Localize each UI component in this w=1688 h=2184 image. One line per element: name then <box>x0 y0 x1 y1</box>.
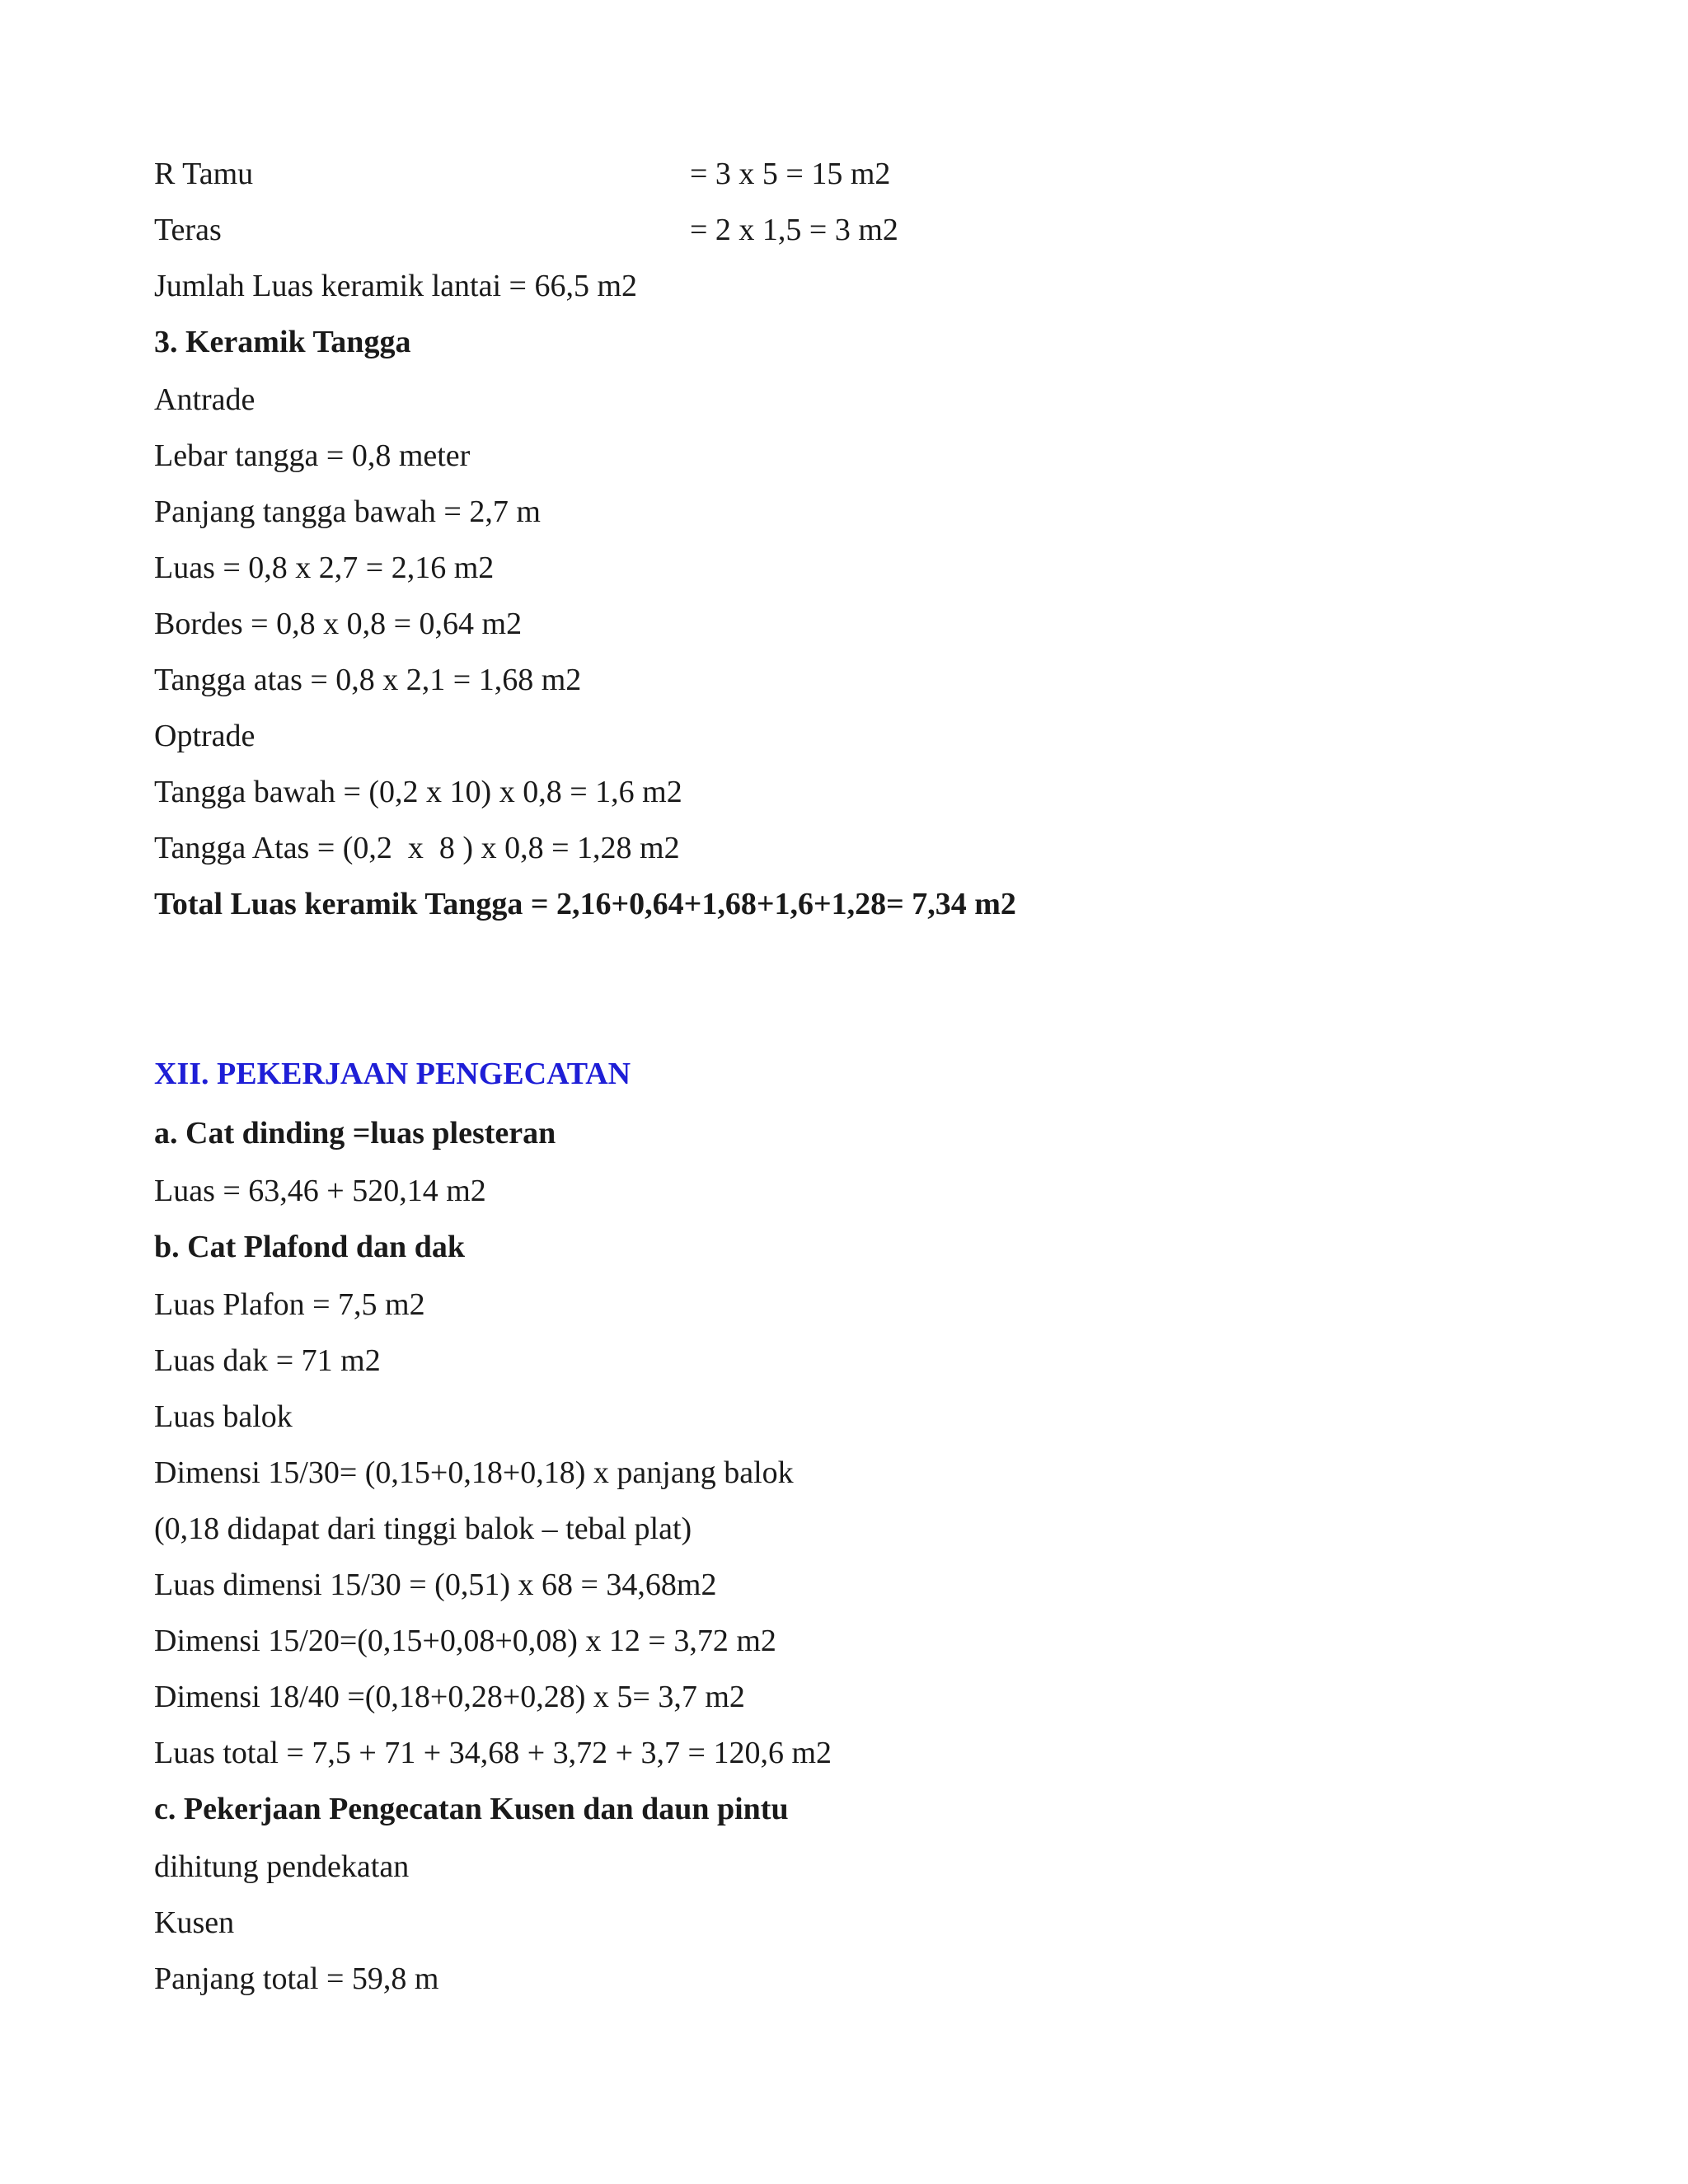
text-line-value: = 3 x 5 = 15 m2 <box>690 157 891 191</box>
text-line: Dimensi 18/40 =(0,18+0,28+0,28) x 5= 3,7 m2 <box>154 1680 745 1714</box>
text-line: Teras <box>154 213 222 247</box>
text-line: Kusen <box>154 1905 235 1940</box>
section-heading: a. Cat dinding =luas plesteran <box>154 1116 556 1151</box>
text-line: Tangga bawah = (0,2 x 10) x 0,8 = 1,6 m2 <box>154 775 682 809</box>
section-heading: b. Cat Plafond dan dak <box>154 1230 465 1264</box>
text-line: Luas dak = 71 m2 <box>154 1343 381 1378</box>
chapter-heading: XII. PEKERJAAN PENGECATAN <box>154 1057 631 1091</box>
section-heading: 3. Keramik Tangga <box>154 325 411 359</box>
text-line: Tangga Atas = (0,2 x 8 ) x 0,8 = 1,28 m2 <box>154 831 680 865</box>
text-line: Luas = 0,8 x 2,7 = 2,16 m2 <box>154 551 495 585</box>
text-line: Luas balok <box>154 1399 293 1434</box>
text-line: Lebar tangga = 0,8 meter <box>154 438 471 473</box>
text-line: Luas = 63,46 + 520,14 m2 <box>154 1174 486 1208</box>
text-line: Dimensi 15/20=(0,15+0,08+0,08) x 12 = 3,72 m2 <box>154 1624 776 1658</box>
text-line-value: = 2 x 1,5 = 3 m2 <box>690 213 898 247</box>
text-line: dihitung pendekatan <box>154 1849 410 1884</box>
text-line: Dimensi 15/30= (0,15+0,18+0,18) x panjang balok <box>154 1455 794 1490</box>
text-line: Antrade <box>154 382 256 417</box>
text-line: Bordes = 0,8 x 0,8 = 0,64 m2 <box>154 607 523 641</box>
text-line: Optrade <box>154 719 256 753</box>
text-line: (0,18 didapat dari tinggi balok – tebal plat) <box>154 1511 692 1546</box>
text-line: Jumlah Luas keramik lantai = 66,5 m2 <box>154 269 638 303</box>
text-line: Panjang tangga bawah = 2,7 m <box>154 494 541 529</box>
text-line: Tangga atas = 0,8 x 2,1 = 1,68 m2 <box>154 663 582 697</box>
text-line: Luas dimensi 15/30 = (0,51) x 68 = 34,68m2 <box>154 1568 717 1602</box>
text-line: R Tamu <box>154 157 254 191</box>
section-heading: c. Pekerjaan Pengecatan Kusen dan daun pintu <box>154 1792 789 1826</box>
text-line: Panjang total = 59,8 m <box>154 1961 439 1996</box>
total-line: Total Luas keramik Tangga = 2,16+0,64+1,68+1,6+1,28= 7,34 m2 <box>154 887 1016 921</box>
text-line: Luas Plafon = 7,5 m2 <box>154 1287 425 1322</box>
text-line: Luas total = 7,5 + 71 + 34,68 + 3,72 + 3,7 = 120,6 m2 <box>154 1736 832 1770</box>
